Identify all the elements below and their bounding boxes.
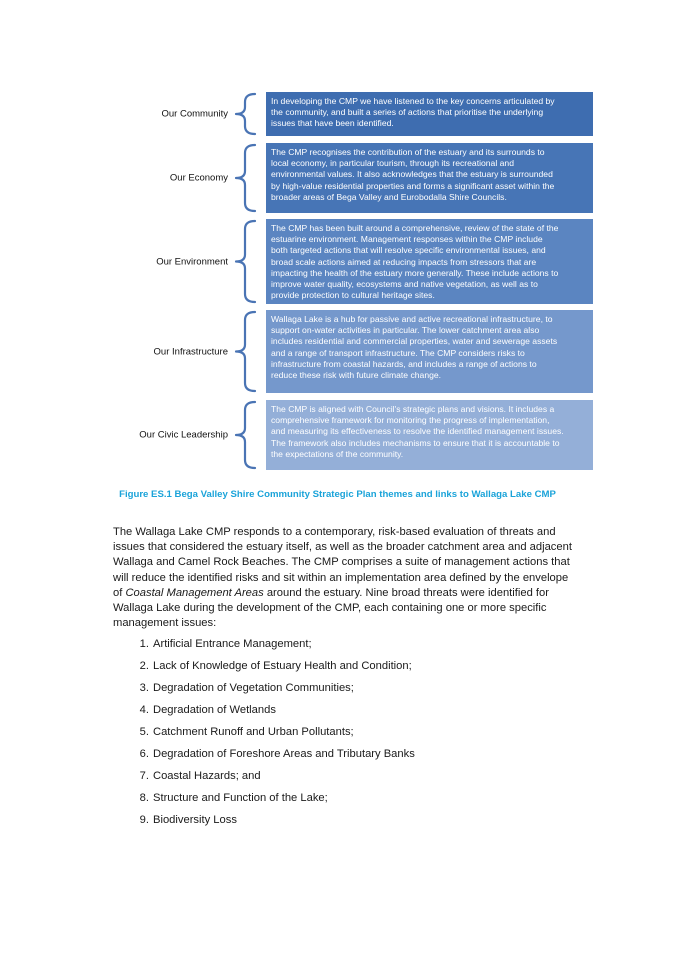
theme-description-line: local economy, in particular tourism, through its recreational and [271,158,514,169]
list-item-number: 3. [139,682,149,694]
theme-description-line: includes residential and commercial properties, water and sewerage assets [271,336,558,347]
theme-label: Our Economy [169,172,228,184]
theme-description-line: and a range of transport infrastructure. The CMP considers risks to [271,347,525,358]
list-item-number: 7. [139,770,149,782]
paragraph-text-1: The Wallaga Lake CMP responds to a contemporary, risk-based evaluation of threats and issues that considered the estuary itself, as well as the broader catchment area and adjacent Wallaga and Camel Rock Beaches. The CMP comprises a suite of management actions that will reduce the identified risks and sit within an implementation area defined by the envelope of [113,526,572,599]
theme-description-line: The CMP has been built around a comprehensive, review of the state of the [271,223,559,233]
theme-description-line: support on-water activities in particular. The lower catchment area also [271,325,540,336]
theme-label: Our Environment [156,256,228,267]
theme-label: Our Civic Leadership [139,429,228,441]
list-item-number: 8. [139,792,149,804]
curly-brace-icon [232,143,258,213]
theme-description-box [266,400,593,470]
list-item-text: Degradation of Vegetation Communities; [153,682,354,694]
theme-description-line: environmental values. It also acknowledges that the estuary is surrounded [271,169,553,180]
paragraph-emphasis: Coastal Management Areas [125,586,264,599]
curly-brace-icon [232,400,258,470]
theme-description-line: broader areas of Bega Valley and Eurobodalla Shire Councils. [271,191,507,202]
list-item-number: 1. [139,638,149,650]
paragraph-text-2: around the estuary. Nine broad threats were identified for Wallaga Lake during the development of the CMP, each containing one or more specific management issues: [113,586,549,630]
list-item-text: Structure and Function of the Lake; [153,792,328,804]
list-item-number: 9. [139,814,149,826]
list-item-text: Biodiversity Loss [153,814,237,826]
curly-brace-icon [232,219,258,304]
theme-description-line: infrastructure from coastal hazards, and includes a range of actions to [271,358,537,369]
theme-description-line: by high-value residential properties and forms a significant asset within the [271,180,555,191]
theme-description-box [266,219,593,304]
theme-description-line: and measuring its effectiveness to resolve the identified management issues. [271,426,564,437]
theme-label: Our Infrastructure [153,346,228,357]
list-item-number: 5. [139,726,149,738]
theme-description-line: improve water quality, ecosystems and native vegetation, as well as to [271,279,538,290]
theme-description-line: comprehensive framework for monitoring the progress of implementation, [271,415,550,426]
theme-description-line: provide protection to cultural heritage sites. [271,290,435,301]
theme-description-line: the expectations of the community. [271,448,404,459]
curly-brace-icon [232,92,258,136]
list-item-number: 2. [139,660,149,672]
theme-description-line: The framework also includes mechanisms to ensure that it is accountable to [271,437,560,448]
theme-description-line: The CMP recognises the contribution of the estuary and its surrounds to [271,147,545,157]
list-item-text: Degradation of Foreshore Areas and Tributary Banks [153,748,415,760]
theme-description-line: estuarine environment. Management responses within the CMP include [271,234,543,245]
curly-brace-icon [232,310,258,393]
theme-label: Our Community [161,108,228,120]
theme-description-line: In developing the CMP we have listened to the key concerns articulated by [271,96,555,106]
body-paragraph [113,525,573,631]
theme-description-line: The CMP is aligned with Council's strategic plans and visions. It includes a [271,404,555,414]
list-item-text: Artificial Entrance Management; [153,638,312,650]
list-item-number: 4. [139,704,149,716]
theme-description-line: both targeted actions that will resolve specific environmental issues, and [271,245,546,256]
theme-description-box [266,310,593,393]
theme-description-line: the community, and built a series of actions that prioritise the underlying [271,107,544,118]
theme-description-box [266,92,593,136]
theme-description-line: Wallaga Lake is a hub for passive and active recreational infrastructure, to [271,314,553,324]
list-item-text: Lack of Knowledge of Estuary Health and Condition; [153,660,412,672]
list-item-text: Degradation of Wetlands [153,704,276,716]
theme-description-line: reduce these risk with future climate change. [271,370,442,381]
theme-description-line: broad scale actions aimed at reducing impacts from stressors that are [271,256,537,267]
theme-description-line: impacting the health of the estuary more generally. These include actions to [271,267,559,278]
figure-caption: Figure ES.1 Bega Valley Shire Community Strategic Plan themes and links to Wallaga Lake CMP [119,489,556,500]
list-item-number: 6. [139,748,149,760]
list-item-text: Catchment Runoff and Urban Pollutants; [153,726,354,738]
list-item-text: Coastal Hazards; and [153,770,261,782]
theme-description-box [266,143,593,213]
theme-description-line: issues that have been identified. [271,118,394,129]
